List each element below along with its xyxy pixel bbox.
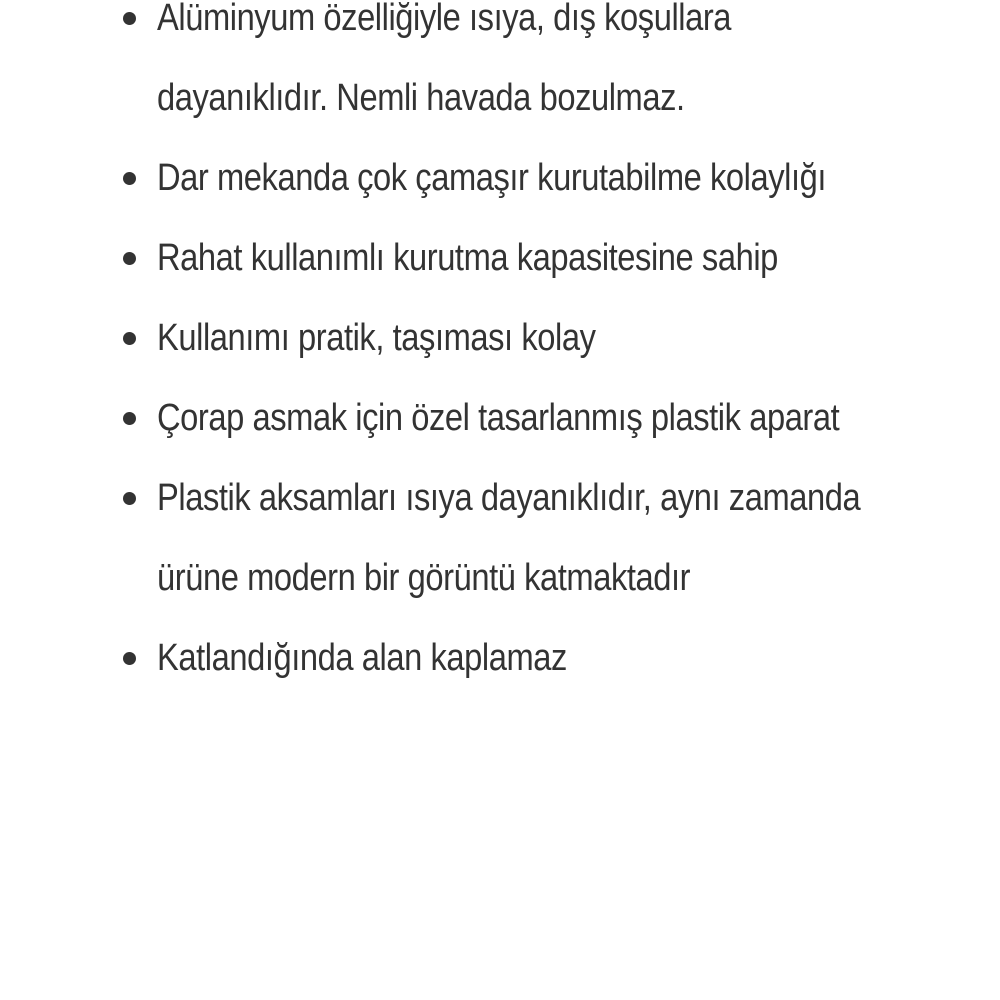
list-item-text: Dar mekanda çok çamaşır kurutabilme kolaylığı [157,157,827,199]
list-item [157,0,877,138]
list-item [157,458,877,618]
list-item-text: Rahat kullanımlı kurutma kapasitesine sahip [157,237,778,279]
list-item-text: Alüminyum özelliğiyle ısıya, dış koşullara dayanıklıdır. Nemli havada bozulmaz. [157,0,732,119]
list-item-text: Plastik aksamları ısıya dayanıklıdır, aynı zamanda ürüne modern bir görüntü katmaktadır [157,477,861,599]
list-item [157,218,877,298]
list-item [157,378,877,458]
list-item-text: Kullanımı pratik, taşıması kolay [157,317,596,359]
bullet-icon [123,412,136,425]
list-item [157,298,877,378]
list-item [157,618,877,698]
list-item-text: Çorap asmak için özel tasarlanmış plastik aparat [157,397,840,439]
bullet-icon [123,12,136,25]
bullet-icon [123,172,136,185]
bullet-icon [123,652,136,665]
bullet-icon [123,332,136,345]
list-item-text: Katlandığında alan kaplamaz [157,637,567,679]
list-item [157,138,877,218]
bullet-icon [123,492,136,505]
bullet-icon [123,252,136,265]
